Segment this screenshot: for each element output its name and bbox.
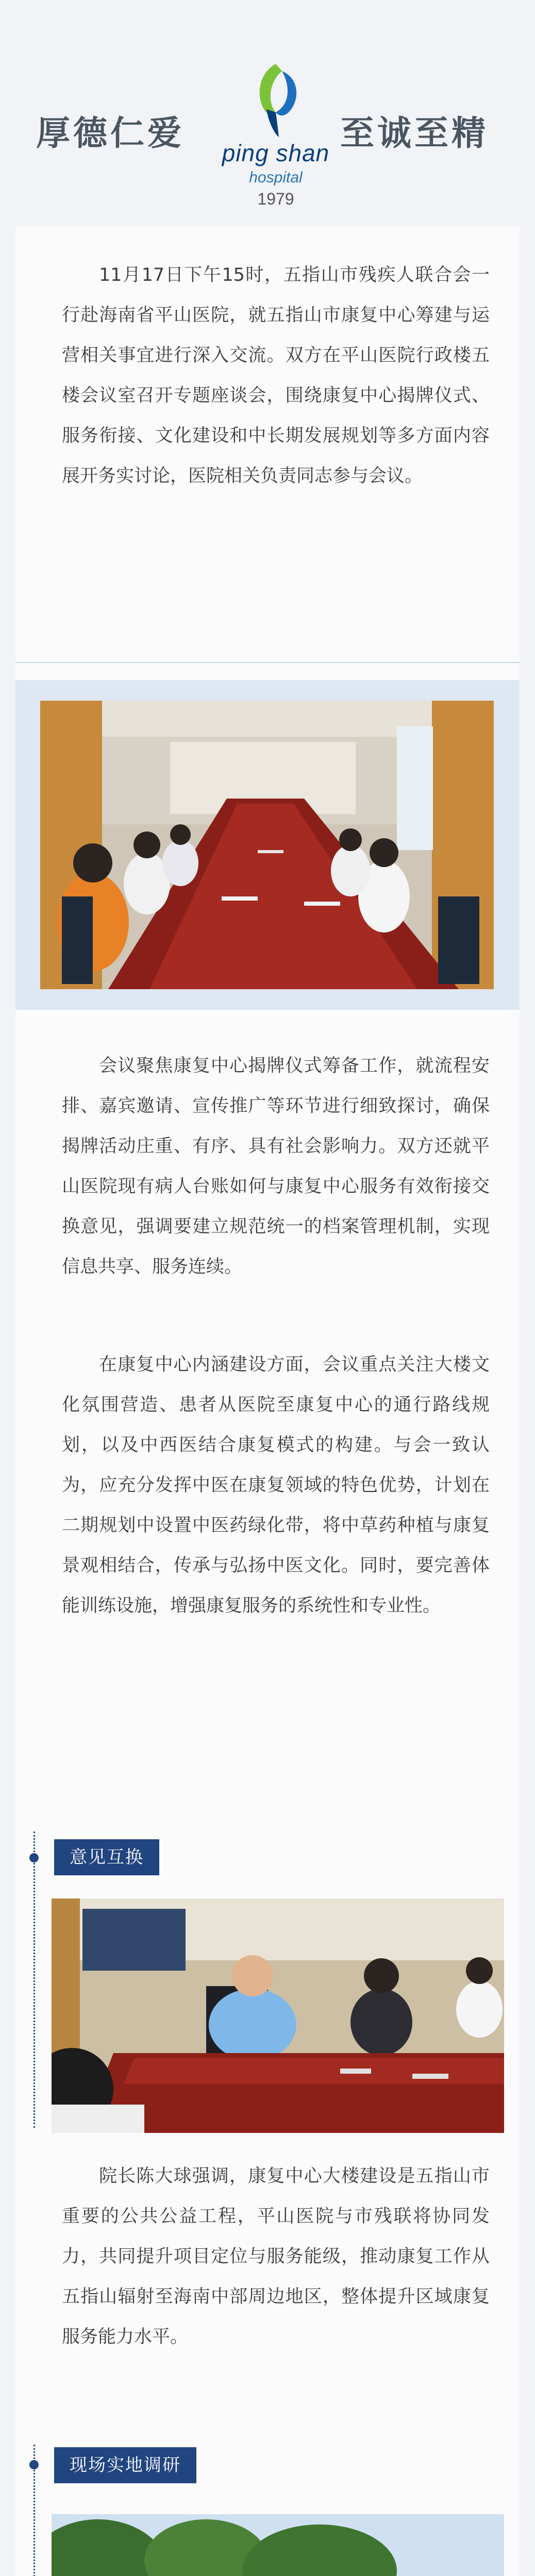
meeting-room-photo [15, 680, 520, 1010]
timeline-dot [29, 2460, 39, 2469]
site-visit-photo [52, 2514, 504, 2576]
logo-name: ping shan [222, 140, 330, 166]
logo-subtitle: hospital [249, 169, 303, 186]
logo-year: 1979 [257, 190, 294, 208]
divider [15, 662, 520, 663]
paragraph-intro: 11月17日下午15时，五指山市残疾人联合会一行赴海南省平山医院，就五指山市康复中心筹建与运营相关事宜进行深入交流。双方在平山医院行政楼五楼会议室召开专题座谈会，围绕康复中心揭牌仪式、服务衔接、文化建设和中长期发展规划等多方面内容展开务实讨论，医院相关负责同志参与会议。 [62, 265, 490, 486]
article-card [15, 227, 520, 2576]
timeline-line [34, 1832, 35, 2128]
section-title-site-visit: 现场实地调研 [54, 2447, 196, 2483]
discussion-photo [52, 1899, 504, 2133]
paragraph-ceremony: 会议聚焦康复中心揭牌仪式筹备工作，就流程安排、嘉宾邀请、宣传推广等环节进行细致探讨，确保揭牌活动庄重、有序、具有社会影响力。双方还就平山医院现有病人台账如何与康复中心服务有效衔接交换意见，强调要建立规范统一的档案管理机制，实现信息共享、服务连续。 [62, 1056, 490, 1277]
paragraph-director: 院长陈大球强调，康复中心大楼建设是五指山市重要的公共公益工程，平山医院与市残联将协同发力，共同提升项目定位与服务能级，推动康复工作从五指山辐射至海南中部周边地区，整体提升区域康复服务能力水平。 [62, 2166, 490, 2347]
section-title-exchange: 意见互换 [54, 1839, 159, 1875]
logo-mark-icon [240, 62, 312, 139]
paragraph-culture: 在康复中心内涵建设方面，会议重点关注大楼文化氛围营造、患者从医院至康复中心的通行路线规划，以及中西医结合康复模式的构建。与会一致认为，应充分发挥中医在康复领域的特色优势，计划在二期规划中设置中医药绿化带，将中草药种植与康复景观相结合，传承与弘扬中医文化。同时，要完善体能训练设施，增强康复服务的系统性和专业性。 [62, 1354, 490, 1616]
hospital-logo [204, 62, 348, 216]
page-header [0, 0, 535, 216]
timeline-dot [29, 1853, 39, 1862]
slogan-right: 至诚至精 [340, 113, 489, 153]
slogan-left: 厚德仁爱 [36, 113, 185, 153]
